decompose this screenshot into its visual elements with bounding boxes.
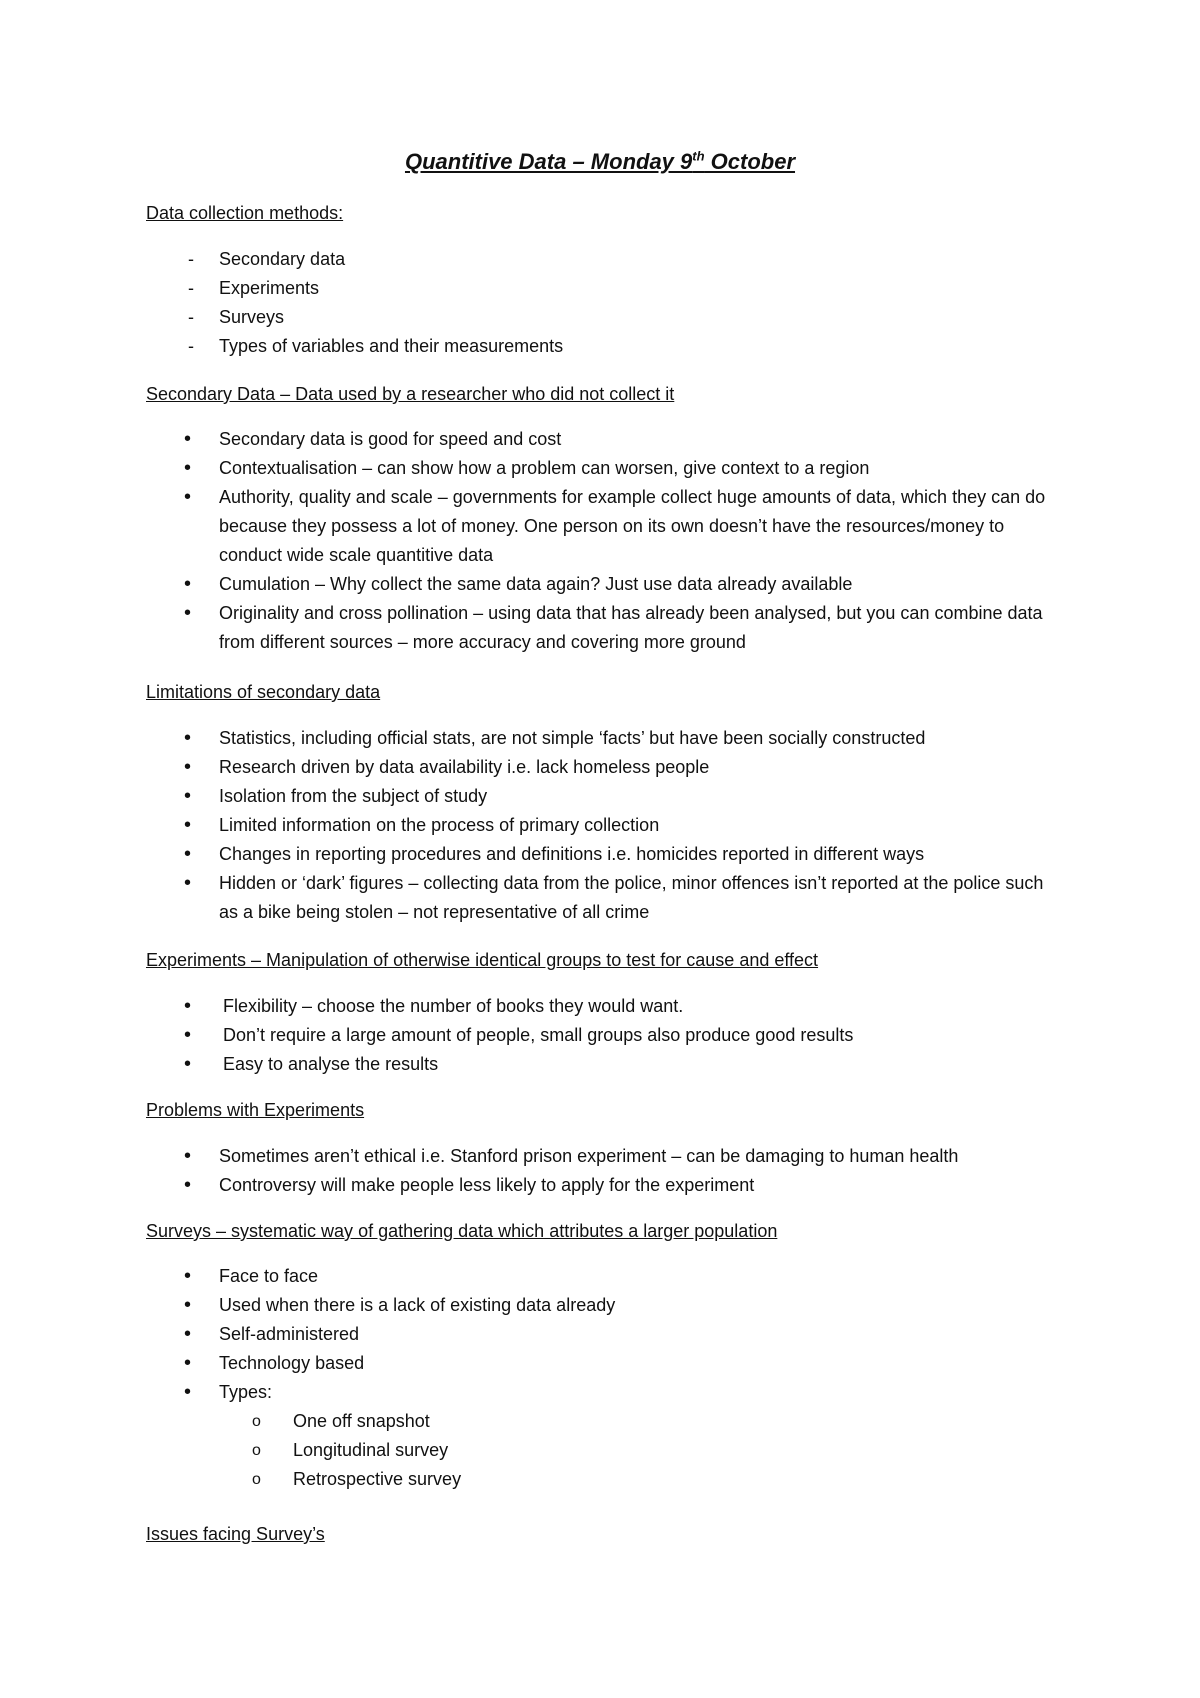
- list-item: • Used when there is a lack of existing data already: [146, 1291, 1046, 1320]
- list-item: o One off snapshot: [219, 1407, 1046, 1436]
- list-item: • Self-administered: [146, 1320, 1046, 1349]
- list-item: • Hidden or ‘dark’ figures – collecting data from the police, minor offences isn’t reported at the police such as a bike being stolen – not representative of all crime: [146, 869, 1046, 927]
- heading-surveys: Surveys – systematic way of gathering data which attributes a larger population: [146, 1221, 778, 1241]
- list-item: • Cumulation – Why collect the same data again? Just use data already available: [146, 570, 1046, 599]
- data-collection-list: [146, 245, 1046, 361]
- heading-problems-experiments: Problems with Experiments: [146, 1100, 365, 1120]
- list-item: • Limited information on the process of primary collection: [146, 811, 1046, 840]
- heading-data-collection: Data collection methods:: [146, 203, 344, 223]
- limitations-list: [146, 724, 1046, 927]
- problems-list: [146, 1142, 1046, 1200]
- list-item: • Authority, quality and scale – governments for example collect huge amounts of data, which they can do because they possess a lot of money. One person on its own doesn’t have the resources/money to conduct wide scale quantitive data: [146, 483, 1046, 570]
- list-item: o Longitudinal survey: [219, 1436, 1046, 1465]
- list-item: o Retrospective survey: [219, 1465, 1046, 1494]
- list-item: • Isolation from the subject of study: [146, 782, 1046, 811]
- list-item: - Types of variables and their measurements: [146, 332, 1046, 361]
- surveys-list: [146, 1262, 1046, 1494]
- list-item: - Secondary data: [146, 245, 1046, 274]
- heading-limitations: Limitations of secondary data: [146, 682, 381, 702]
- list-item: • Research driven by data availability i.e. lack homeless people: [146, 753, 1046, 782]
- list-item: • Contextualisation – can show how a problem can worsen, give context to a region: [146, 454, 1046, 483]
- list-item: • Easy to analyse the results: [146, 1050, 1046, 1079]
- list-item: • Face to face: [146, 1262, 1046, 1291]
- list-item: • Controversy will make people less likely to apply for the experiment: [146, 1171, 1046, 1200]
- secondary-data-list: [146, 425, 1046, 657]
- list-item: - Experiments: [146, 274, 1046, 303]
- list-item: • Technology based: [146, 1349, 1046, 1378]
- list-item: • Flexibility – choose the number of books they would want.: [146, 992, 1046, 1021]
- page-title: Quantitive Data – Monday 9th October: [404, 148, 796, 174]
- list-item: • Don’t require a large amount of people, small groups also produce good results: [146, 1021, 1046, 1050]
- list-item: - Surveys: [146, 303, 1046, 332]
- heading-secondary-data: Secondary Data – Data used by a researcher who did not collect it: [146, 384, 675, 404]
- list-item-label: Types:: [219, 1382, 273, 1402]
- list-item: • Statistics, including official stats, are not simple ‘facts’ but have been socially constructed: [146, 724, 1046, 753]
- list-item: • Changes in reporting procedures and definitions i.e. homicides reported in different ways: [146, 840, 1046, 869]
- survey-types-list: [219, 1407, 1046, 1494]
- list-item: [146, 1378, 1046, 1494]
- experiments-list: [146, 992, 1046, 1079]
- heading-issues-surveys: Issues facing Survey’s: [146, 1524, 325, 1544]
- list-item: • Originality and cross pollination – using data that has already been analysed, but you can combine data from different sources – more accuracy and covering more ground: [146, 599, 1046, 657]
- list-item: • Sometimes aren’t ethical i.e. Stanford prison experiment – can be damaging to human health: [146, 1142, 1046, 1171]
- heading-experiments: Experiments – Manipulation of otherwise identical groups to test for cause and effect: [146, 950, 819, 970]
- list-item: • Secondary data is good for speed and cost: [146, 425, 1046, 454]
